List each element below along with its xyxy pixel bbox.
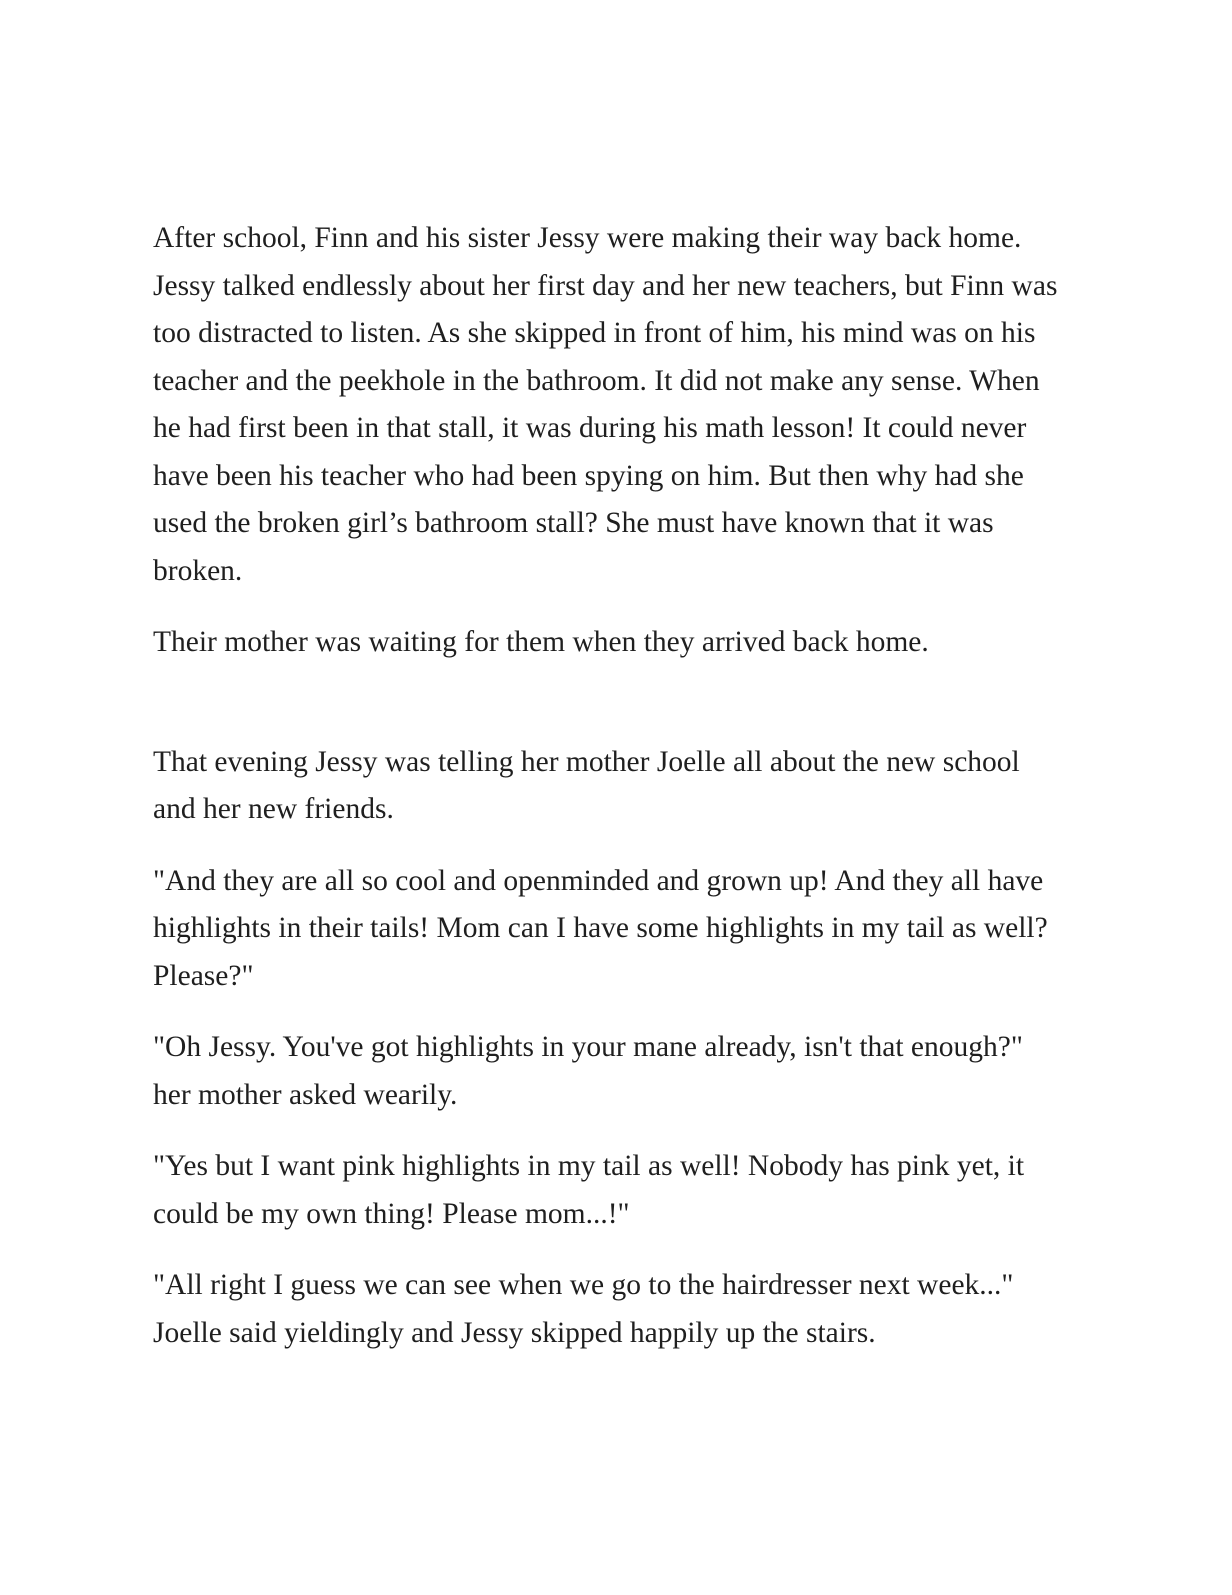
paragraph-mother-reply: "Oh Jessy. You've got highlights in your mane already, isn't that enough?" her mother asked wearily. (153, 1031, 1023, 1111)
document-body (153, 215, 1063, 1381)
paragraph-jessy-request: "And they are all so cool and openminded and grown up! And they all have highlights in their tails! Mom can I have some highlights in my tail as well? Please?" (153, 864, 1048, 992)
paragraph-joelle-yields: "All right I guess we can see when we go to the hairdresser next week..." Joelle said yieldingly and Jessy skipped happily up the stairs. (153, 1269, 1014, 1349)
paragraph-walk-home: After school, Finn and his sister Jessy were making their way back home. Jessy talked endlessly about her first day and her new teachers, but Finn was too distracted to listen. As she skipped in front of him, his mind was on his teacher and the peekhole in the bathroom. It did not make any sense. When he had first been in that stall, it was during his math lesson! It could never have been his teacher who had been spying on him. But then why had she used the broken girl’s bathroom stall? She must have known that it was broken. (153, 222, 1058, 587)
paragraph-jessy-pink: "Yes but I want pink highlights in my tail as well! Nobody has pink yet, it could be my own thing! Please mom...!" (153, 1150, 1025, 1230)
paragraph-that-evening: That evening Jessy was telling her mother Joelle all about the new school and her new friends. (153, 745, 1020, 825)
paragraph-mother-waiting: Their mother was waiting for them when they arrived back home. (153, 626, 929, 658)
